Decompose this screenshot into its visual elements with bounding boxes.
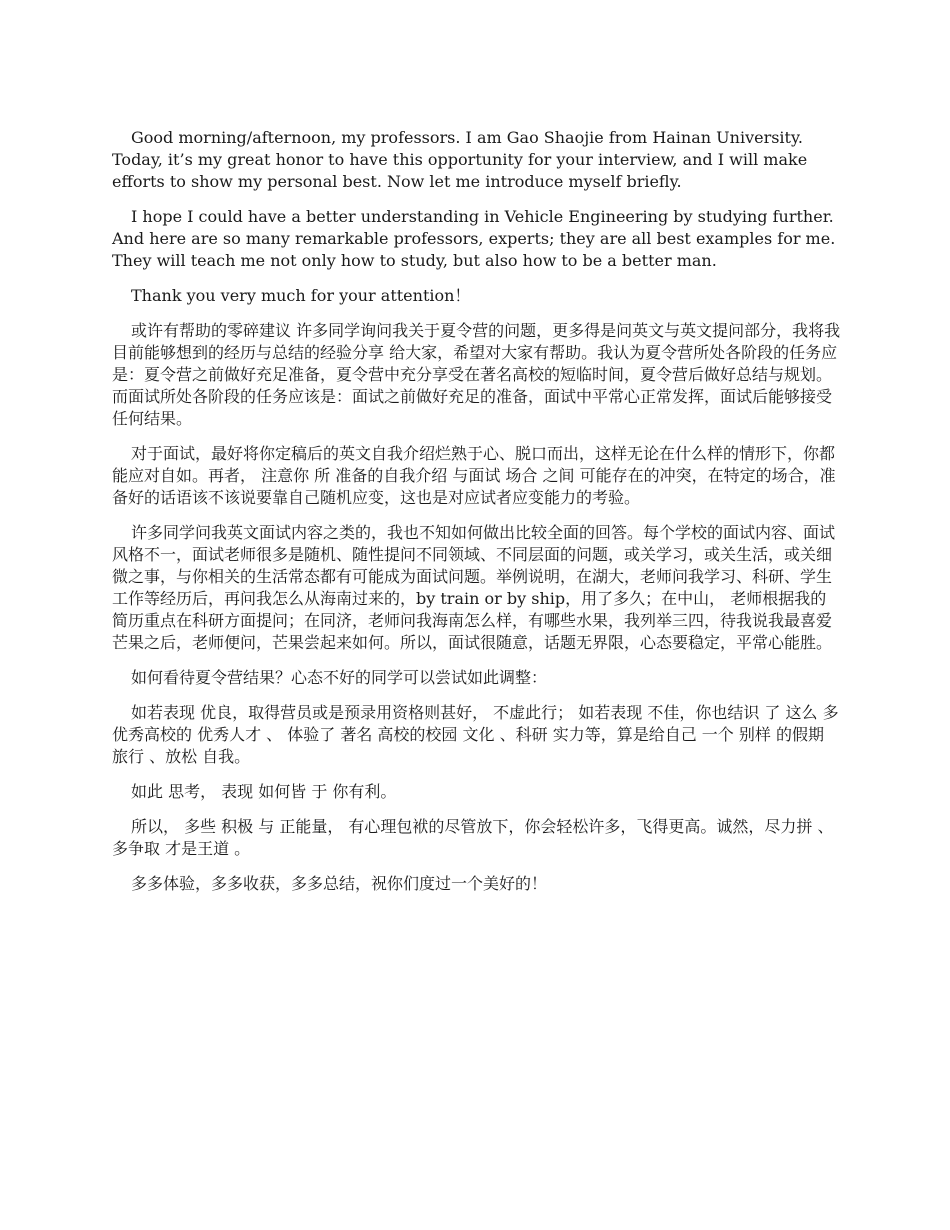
paragraph-self-introduction: Good morning/afternoon, my professors. I am Gao Shaojie from Hainan University. Today, it’s my great honor to have this opportunity for your interview, and I will make efforts to show my personal best. Now let me introduce myself briefly. [112, 128, 808, 191]
paragraph-interview-prep: 对于面试，最好将你定稿后的英文自我介绍烂熟于心、脱口而出，这样无论在什么样的情形下，你都能应对自如。再者， 注意你 所 准备的自我介绍 与面试 场合 之间 可能存在的冲突，在特定的场合，准备好的话语该不该说要靠自己随机应变，这也是对应试者应变能力的考验。 [112, 444, 836, 507]
paragraph-camp-results: 如何看待夏令营结果？心态不好的同学可以尝试如此调整： [131, 668, 548, 687]
document-body [112, 127, 842, 908]
paragraph-mindset: 如若表现 优良，取得营员或是预录用资格则甚好， 不虚此行； 如若表现 不佳，你也结识 了 这么 多 优秀高校的 优秀人才 、 体验了 著名 高校的校园 文化 、科研 实力等，算是给自己 一个 别样 的假期 旅行 、放松 自我。 [112, 703, 839, 766]
paragraph-thanks: Thank you very much for your attention！ [131, 286, 471, 305]
paragraph-positive-energy: 所以， 多些 积极 与 正能量， 有心理包袱的尽管放下，你会轻松许多，飞得更高。诚然，尽力拼 、 多争取 才是王道 。 [112, 817, 834, 858]
paragraph-reflection: 如此 思考， 表现 如何皆 于 你有利。 [131, 782, 397, 801]
paragraph-interview-content: 许多同学问我英文面试内容之类的，我也不知如何做出比较全面的回答。每个学校的面试内容、面试风格不一，面试老师很多是随机、随性提问不同领域、不同层面的问题，或关学习，或关生活，或关细微之事，与你相关的生活常态都有可能成为面试问题。举例说明，在湖大，老师问我学习、科研、学生工作等经历后，再问我怎么从海南过来的，by train or by ship，用了多久；在中山， 老师根据我的简历重点在科研方面提问；在同济，老师问我海南怎么样，有哪些水果，我列举三四，待我说我最喜爱芒果之后，老师便问，芒果尝起来如何。所以，面试很随意，话题无界限，心态要稳定，平常心能胜。 [112, 523, 836, 652]
paragraph-camp-advice: 或许有帮助的零碎建议 许多同学询问我关于夏令营的问题，更多得是问英文与英文提问部分，我将我目前能够想到的经历与总结的经验分享 给大家，希望对大家有帮助。我认为夏令营所处各阶段的任务应是：夏令营之前做好充足准备，夏令营中充分享受在著名高校的短临时间，夏令营后做好总结与规划。而面试所处各阶段的任务应该是：面试之前做好充足的准备，面试中平常心正常发挥，面试后能够接受任何结果。 [112, 321, 841, 428]
paragraph-study-goals: I hope I could have a better understanding in Vehicle Engineering by studying further. And here are so many remarkable professors, experts; they are all best examples for me. They will teach me not only how to study, but also how to be a better man. [112, 207, 836, 270]
paragraph-closing-wish: 多多体验，多多收获，多多总结，祝你们度过一个美好的！ [131, 874, 548, 893]
